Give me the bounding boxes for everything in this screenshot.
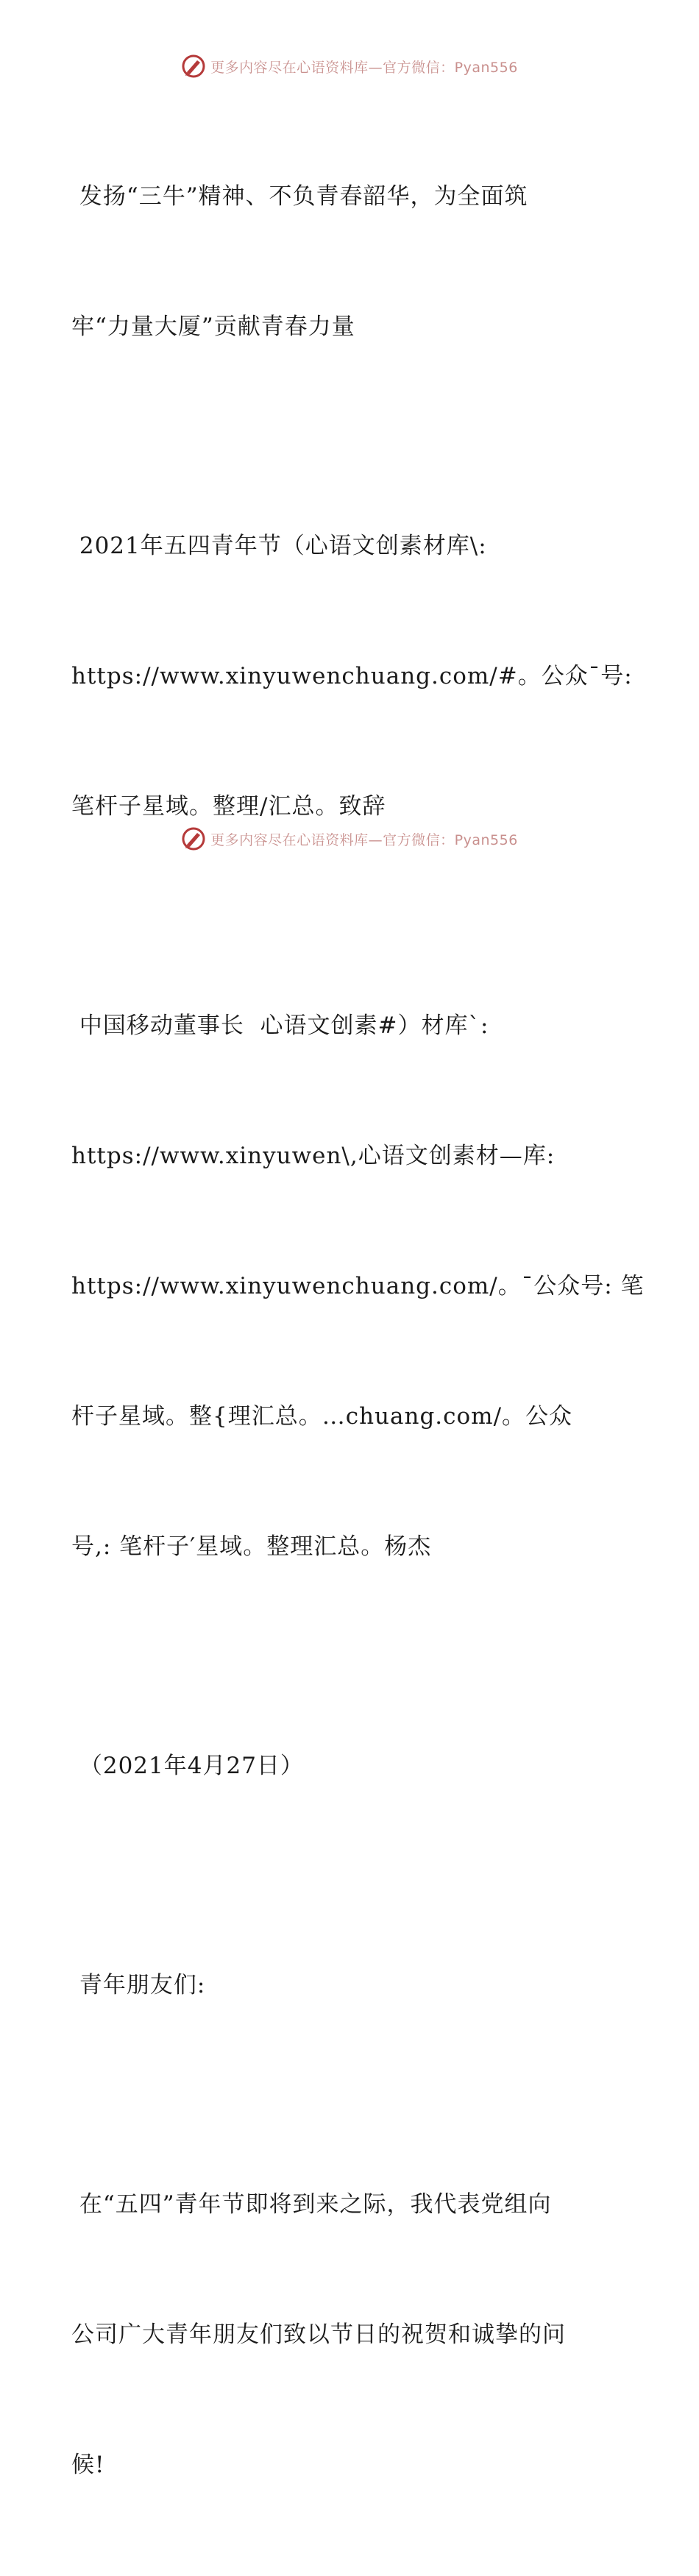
body-line: 在“五四”青年节即将到来之际，我代表党组向 bbox=[71, 2191, 552, 2218]
author-line: 杆子星域。整{理汇总。…chuang.com/。公众 bbox=[71, 1403, 573, 1430]
title-line: 牢“力量大厦”贡献青春力量 bbox=[71, 313, 355, 340]
body-line: 公司广大青年朋友们致以节日的祝贺和诚挚的问 bbox=[71, 2321, 566, 2348]
author-line: 中国移动董事长 心语文创素#）材库`: bbox=[71, 1012, 489, 1039]
document-greeting bbox=[71, 1877, 631, 2094]
title-line: 发扬“三牛”精神、不负青春韶华，为全面筑 bbox=[71, 183, 528, 210]
body-line: 候! bbox=[71, 2452, 105, 2478]
document-body-paragraph bbox=[71, 2096, 631, 2574]
footer-banner bbox=[0, 824, 699, 854]
greeting-line: 青年朋友们: bbox=[71, 1972, 206, 1998]
pen-logo-icon bbox=[181, 826, 206, 851]
header-banner bbox=[0, 52, 699, 81]
document-body bbox=[71, 88, 645, 2576]
subtitle-line: https://www.xinyuwenchuang.com/#。公众¯号: bbox=[71, 663, 633, 689]
author-line: https://www.xinyuwen\,心语文创素材—库: bbox=[71, 1143, 556, 1169]
document-title bbox=[71, 88, 631, 436]
date-line: （2021年4月27日） bbox=[71, 1753, 304, 1779]
subtitle-line: 2021年五四青年节（心语文创素材库\: bbox=[71, 533, 487, 559]
pen-logo-icon bbox=[181, 54, 206, 79]
author-line: 号,: 笔杆子′星域。整理汇总。杨杰 bbox=[71, 1533, 432, 1560]
document-date bbox=[71, 1658, 631, 1875]
header-banner-text: 更多内容尽在心语资料库—官方微信：Pyan556 bbox=[210, 59, 518, 76]
footer-banner-text: 更多内容尽在心语资料库—官方微信：Pyan556 bbox=[210, 831, 518, 848]
subtitle-line: 笔杆子星域。整理/汇总。致辞 bbox=[71, 793, 386, 820]
author-line: https://www.xinyuwenchuang.com/。¯公众号: 笔 bbox=[71, 1273, 645, 1299]
document-author bbox=[71, 918, 645, 1656]
